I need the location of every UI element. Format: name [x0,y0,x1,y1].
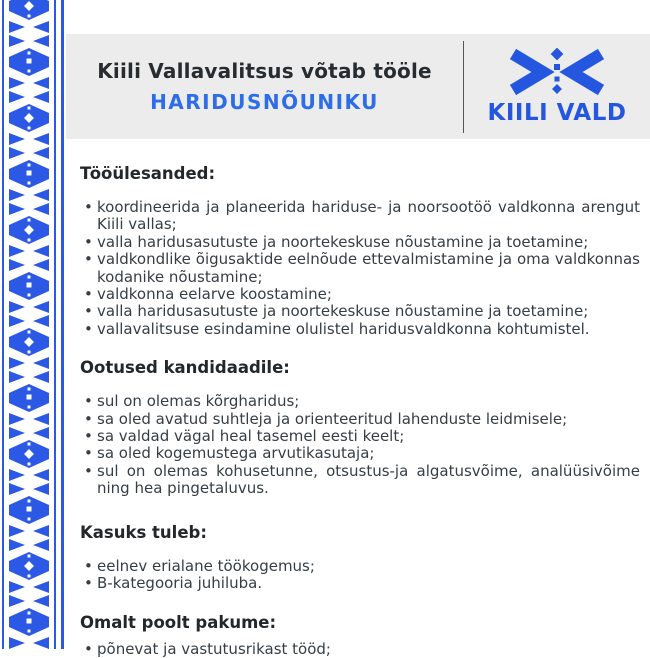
bullet-list [80,393,640,497]
bullet-list [80,641,640,658]
bullet-item: • sa oled avatud suhtleja ja orienteeritud lahenduste leidmisele; [84,411,640,428]
section-heading: Omalt poolt pakume: [80,612,277,632]
bullet-item: • sa valdad vägal heal tasemel eesti keelt; [84,428,640,445]
folk-pattern-border [1,0,57,649]
municipality-name: KIILI VALD [487,99,627,126]
section-advantages [80,522,640,593]
bullet-item: • sul on olemas kohusetunne, otsustus-ja algatusvõime, analüüsivõime ning hea pingetaluvus. [84,463,640,498]
bullet-item: • vallavalitsuse esindamine olulistel haridusvaldkonna kohtumistel. [84,321,640,338]
bullet-item: • sa oled kogemustega arvutikasutaja; [84,445,640,462]
job-ad-body [66,163,650,658]
bullet-item: • valla haridusasutuste ja noortekeskuse nõustamine ja toetamine; [84,234,640,251]
vertical-accent-rule [61,0,64,649]
bullet-item: • koordineerida ja planeerida hariduse- ja noorsootöö valdkonna arengut Kiili vallas; [84,199,640,234]
section-heading: Ootused kandidaadile: [80,358,290,378]
job-position-title: HARIDUSNÕUNIKU [150,90,379,114]
bullet-item: • valdkonna eelarve koostamine; [84,286,640,303]
flyer-content [66,0,650,658]
bullet-item: • valdkondlike õigusaktide eelnõude ettevalmistamine ja oma valdkonnas kodanike nõustamine; [84,251,640,286]
flyer-header [66,34,650,139]
bullet-list [80,558,640,593]
bullet-item: • valla haridusasutuste ja noortekeskuse nõustamine ja toetamine; [84,303,640,320]
section-offer [80,612,640,658]
bullet-item: • B-kategooria juhiluba. [84,575,640,592]
section-heading: Tööülesanded: [80,164,216,183]
header-title: Kiili Vallavalitsus võtab tööle [97,59,432,83]
bullet-item: • sul on olemas kõrgharidus; [84,393,640,410]
section-expectations [80,357,640,497]
bullet-list [80,199,640,338]
bullet-item: • põnevat ja vastutusrikast tööd; [84,641,640,658]
bullet-item: • eelnev erialane töökogemus; [84,558,640,575]
section-duties [80,163,640,338]
municipality-logo [464,48,650,126]
header-titles [66,59,463,114]
dragonfly-icon [497,48,617,98]
section-heading: Kasuks tuleb: [80,522,207,542]
